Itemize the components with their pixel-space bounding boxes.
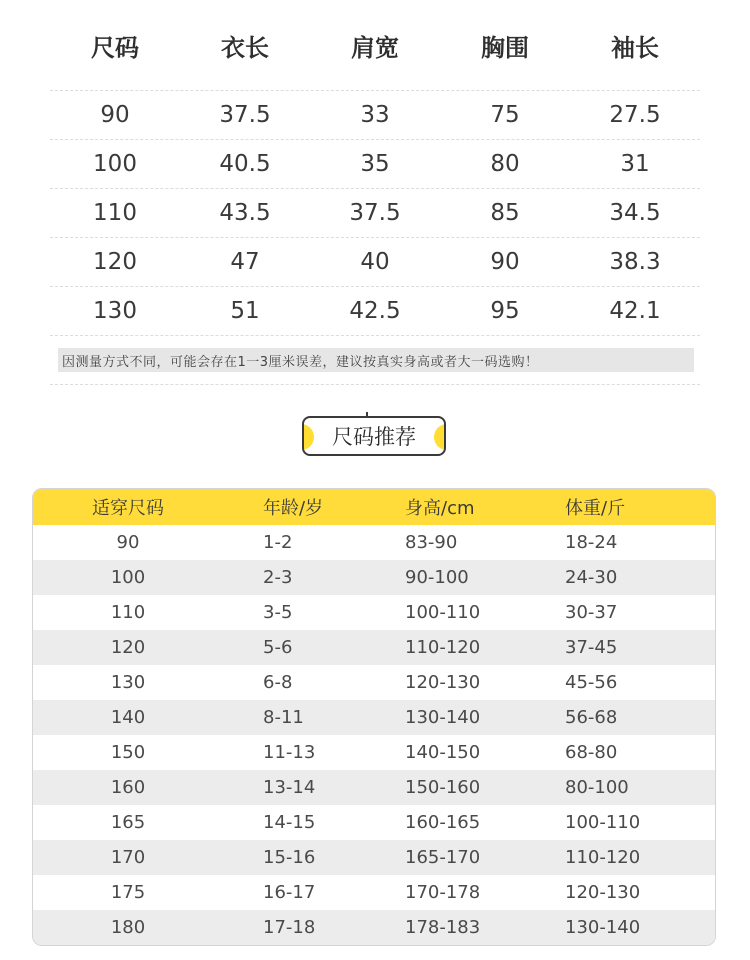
cell: 37.5: [349, 200, 401, 226]
cell: 83-90: [405, 532, 458, 553]
cell: 31: [620, 151, 650, 177]
cell: 100: [110, 567, 146, 588]
cell: 140: [110, 707, 146, 728]
measurement-header-row: [50, 0, 700, 91]
cell: 80-100: [565, 777, 629, 798]
table-row: [50, 287, 700, 336]
cell: 100-110: [565, 812, 641, 833]
cell: 42.1: [609, 298, 661, 324]
header-shoulder: 肩宽: [351, 33, 399, 62]
cell: 140-150: [405, 742, 481, 763]
cell: 30-37: [565, 602, 618, 623]
cell: 13-14: [263, 777, 316, 798]
cell: 45-56: [565, 672, 618, 693]
cell: 170: [110, 847, 146, 868]
cell: 90: [116, 532, 140, 553]
cell: 100: [93, 151, 137, 177]
cell: 120-130: [405, 672, 481, 693]
cell: 90: [490, 249, 520, 275]
cell: 120: [93, 249, 137, 275]
cell: 47: [230, 249, 260, 275]
table-row: [33, 525, 715, 560]
cell: 100-110: [405, 602, 481, 623]
table-row: [33, 875, 715, 910]
cell: 80: [490, 151, 520, 177]
note-row: [50, 336, 700, 385]
cell: 75: [490, 102, 520, 128]
cell: 170-178: [405, 882, 481, 903]
cell: 38.3: [609, 249, 661, 275]
table-row: [33, 910, 715, 945]
cell: 16-17: [263, 882, 316, 903]
table-row: [50, 91, 700, 140]
cell: 33: [360, 102, 390, 128]
cell: 37-45: [565, 637, 618, 658]
table-row: [50, 238, 700, 287]
cell: 130: [110, 672, 146, 693]
cell: 178-183: [405, 917, 481, 938]
cell: 95: [490, 298, 520, 324]
header-sleeve: 袖长: [611, 33, 659, 62]
cell: 18-24: [565, 532, 618, 553]
table-row: [33, 840, 715, 875]
cell: 24-30: [565, 567, 618, 588]
size-recommendation-table: [32, 488, 716, 946]
cell: 150-160: [405, 777, 481, 798]
cell: 35: [360, 151, 390, 177]
table-row: [33, 735, 715, 770]
cell: 110-120: [565, 847, 641, 868]
header-length: 衣长: [221, 33, 269, 62]
cell: 130: [93, 298, 137, 324]
cell: 14-15: [263, 812, 316, 833]
cell: 175: [110, 882, 146, 903]
recommend-header-row: [33, 489, 715, 525]
cell: 150: [110, 742, 146, 763]
header-size: 尺码: [91, 33, 139, 62]
table-row: [33, 560, 715, 595]
cell: 90-100: [405, 567, 469, 588]
cell: 120: [110, 637, 146, 658]
cell: 2-3: [263, 567, 293, 588]
cell: 110: [110, 602, 146, 623]
cell: 40: [360, 249, 390, 275]
cell: 56-68: [565, 707, 618, 728]
cell: 37.5: [219, 102, 271, 128]
header-chest: 胸围: [481, 33, 529, 62]
cell: 42.5: [349, 298, 401, 324]
cell: 1-2: [263, 532, 293, 553]
cell: 11-13: [263, 742, 316, 763]
header-weight: 体重/斤: [565, 498, 626, 519]
measurement-table: [50, 0, 700, 385]
cell: 120-130: [565, 882, 641, 903]
measurement-note: 因测量方式不同，可能会存在1一3厘米误差，建议按真实身高或者大一码选购！: [58, 348, 694, 372]
cell: 51: [230, 298, 260, 324]
cell: 15-16: [263, 847, 316, 868]
cell: 130-140: [565, 917, 641, 938]
cell: 90: [100, 102, 130, 128]
table-row: [33, 630, 715, 665]
table-row: [33, 700, 715, 735]
cell: 110-120: [405, 637, 481, 658]
cell: 17-18: [263, 917, 316, 938]
cell: 180: [110, 917, 146, 938]
header-age: 年龄/岁: [263, 498, 324, 519]
cell: 68-80: [565, 742, 618, 763]
table-row: [33, 595, 715, 630]
section-title-pill: [302, 416, 446, 456]
cell: 34.5: [609, 200, 661, 226]
table-row: [33, 805, 715, 840]
cell: 43.5: [219, 200, 271, 226]
header-fit-size: 适穿尺码: [92, 498, 164, 519]
cell: 160: [110, 777, 146, 798]
cell: 110: [93, 200, 137, 226]
header-height: 身高/cm: [405, 498, 475, 519]
table-row: [33, 770, 715, 805]
cell: 130-140: [405, 707, 481, 728]
cell: 6-8: [263, 672, 293, 693]
cell: 40.5: [219, 151, 271, 177]
table-row: [33, 665, 715, 700]
yellow-left-decoration: [302, 424, 314, 450]
cell: 5-6: [263, 637, 293, 658]
cell: 8-11: [263, 707, 304, 728]
table-row: [50, 140, 700, 189]
yellow-right-decoration: [434, 424, 446, 450]
cell: 85: [490, 200, 520, 226]
cell: 3-5: [263, 602, 293, 623]
table-row: [50, 189, 700, 238]
cell: 160-165: [405, 812, 481, 833]
cell: 165: [110, 812, 146, 833]
cell: 27.5: [609, 102, 661, 128]
cell: 165-170: [405, 847, 481, 868]
section-title: 尺码推荐: [332, 425, 416, 449]
